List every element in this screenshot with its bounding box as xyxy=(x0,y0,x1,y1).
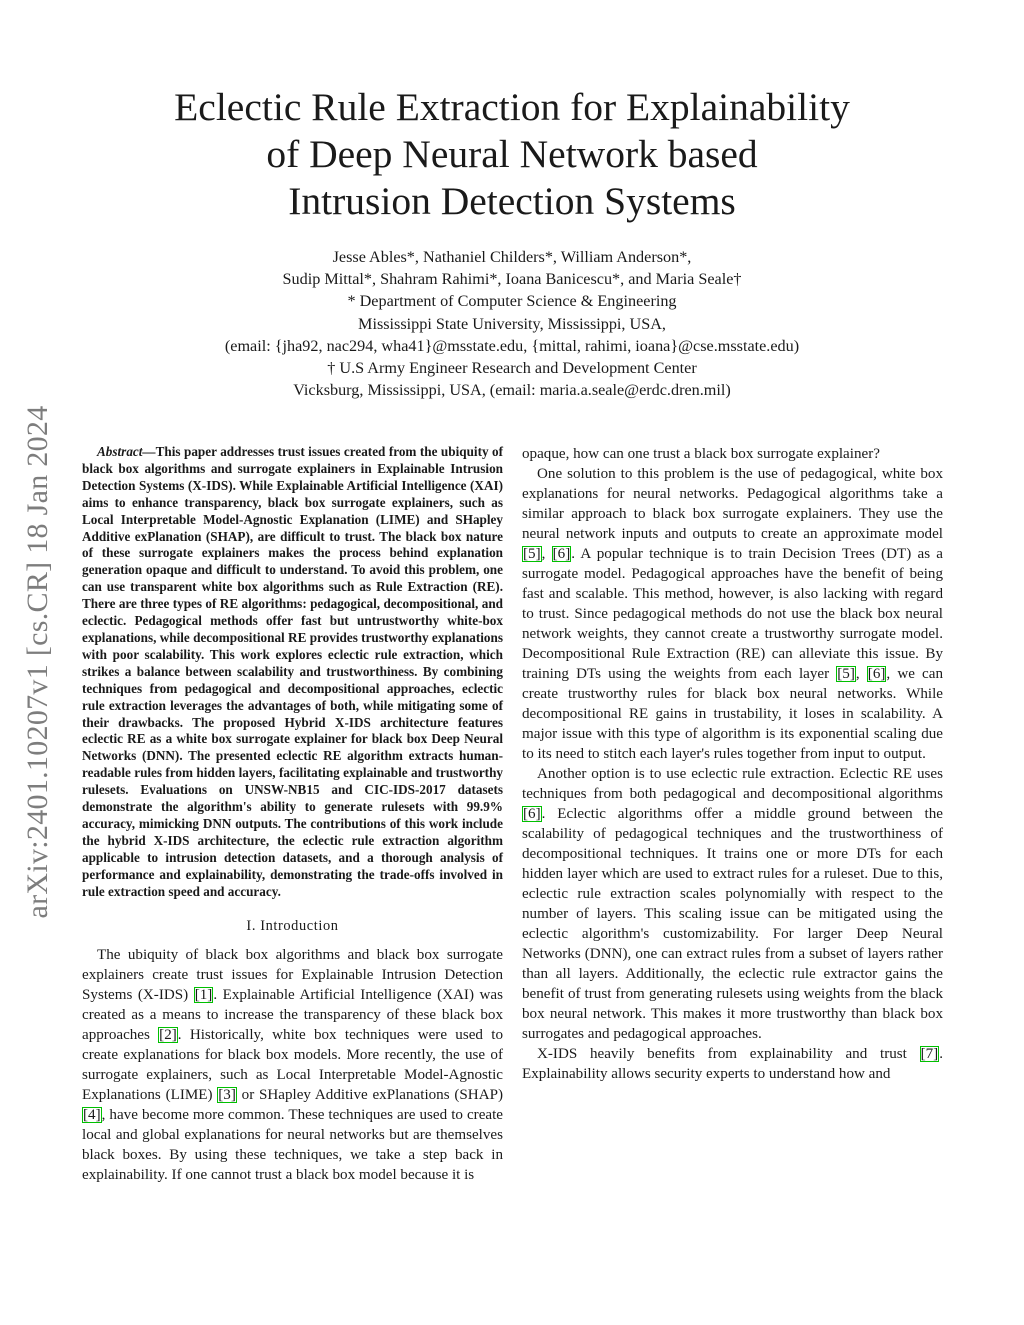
affiliation-line-1: * Department of Computer Science & Engineering xyxy=(347,292,677,311)
author-line-2: Sudip Mittal*, Shahram Rahimi*, Ioana Banicescu*, and Maria Seale† xyxy=(282,270,742,289)
intro-paragraph-1: The ubiquity of black box algorithms and black box surrogate explainers create trust issues for Explainable Intrusion Detection Systems (X-IDS) [1]. Explainable Artificial Intelligence (XAI) was created as a means to increase the transparency of these black box approaches [2]. Historically, white box techniques were used to create explanations for black box models. More recently, the use of surrogate explainers, such as Local Interpretable Model-Agnostic Explanations (LIME) [3] or SHapley Additive exPlanations (SHAP) [4], have become more common. These techniques are used to create local and global explanations for neural networks but are themselves black boxes. By using these techniques, we take a step back in explainability. If one cannot trust a black box model because it is xyxy=(82,947,504,1184)
citation-link[interactable]: [6] xyxy=(552,546,571,562)
paper-title xyxy=(130,84,894,225)
intro-paragraph-4: X-IDS heavily benefits from explainability and trust [7]. Explainability allows security experts to understand how and xyxy=(522,1046,943,1082)
right-column xyxy=(522,444,943,1084)
email-line-1: (email: {jha92, nac294, wha41}@msstate.edu, {mittal, rahimi, ioana}@cse.msstate.edu) xyxy=(224,336,800,355)
citation-link[interactable]: [4] xyxy=(83,1107,101,1124)
citation-link[interactable]: [6] xyxy=(867,666,886,682)
author-line-1: Jesse Ables*, Nathaniel Childers*, William Anderson*, xyxy=(332,248,692,266)
citation-link[interactable]: [1] xyxy=(194,987,213,1004)
abstract-label: Abstract— xyxy=(97,444,156,459)
email-line-2: Vicksburg, Mississippi, USA, (email: maria.a.seale@erdc.dren.mil) xyxy=(293,381,731,400)
intro-paragraph-1-continued: opaque, how can one trust a black box surrogate explainer? xyxy=(522,446,880,462)
citation-link[interactable]: [2] xyxy=(159,1027,177,1044)
intro-paragraph-2: One solution to this problem is the use of pedagogical, white box explanations for neural networks. Pedagogical algorithms take a similar approach to black box surrogate explainers. They use the neural network inputs and outputs to create an approximate model [5], [6]. A popular technique is to train Decision Trees (DT) as a surrogate model. Pedagogical approaches have the benefit of being fast and scalable. This method, however, is also lacking with regard to trust. Since pedagogical methods do not use the black box neural network weights, they cannot create a trustworthy surrogate model. Decompositional Rule Extraction (RE) can alleviate this issue. By training DTs using the weights from each layer [5], [6], we can create trustworthy rules for black box neural networks. While decompositional RE gains in trustability, it loses in scalability. A major issue with this type of algorithm is its exponential scaling due to its need to stitch each layer's rules together from input to output. xyxy=(522,466,944,762)
citation-link[interactable]: [7] xyxy=(920,1046,939,1062)
intro-paragraph-3: Another option is to use eclectic rule extraction. Eclectic RE uses techniques from both pedagogical and decompositional algorithms [6]. Eclectic algorithms offer a middle ground between the scalability of pedagogical techniques and the trustworthiness of decompositional techniques. It trains one or more DTs for each hidden layer which are used to extract rules for a ruleset. Due to this, eclectic rule extraction scales polynomially with respect to the number of layers. This scaling issue can be mitigated using the eclectic algorithm's customizability. For larger Deep Neural Networks (DNN), one can extract rules from a subset of layers rather than all layers. Additionally, the eclectic rule extractor gains the benefit of trust from generating rulesets using weights from the black box neural network. This makes it more trustworthy than black box surrogates and pedagogical approaches. xyxy=(522,766,943,1042)
arxiv-side-stamp: arXiv:2401.10207v1 [cs.CR] 18 Jan 2024 xyxy=(21,405,54,919)
affiliation-line-3: † U.S Army Engineer Research and Development Center xyxy=(327,359,697,378)
section-heading-introduction: I. Introduction xyxy=(246,918,339,935)
affiliation-line-2: Mississippi State University, Mississippi, USA, xyxy=(358,314,666,333)
title-line-1: Eclectic Rule Extraction for Explainability xyxy=(174,85,850,129)
citation-link[interactable]: [5] xyxy=(837,666,855,682)
author-block xyxy=(110,246,914,401)
citation-link[interactable]: [6] xyxy=(523,806,541,822)
citation-link[interactable]: [5] xyxy=(523,546,541,562)
citation-link[interactable]: [3] xyxy=(218,1087,236,1104)
title-line-2: of Deep Neural Network based xyxy=(266,132,758,176)
abstract xyxy=(82,444,503,900)
title-line-3: Intrusion Detection Systems xyxy=(288,179,736,223)
abstract-text: This paper addresses trust issues created from the ubiquity of black box algorithms and surrogate explainers in Explainable Intrusion Detection Systems (X-IDS). While Explainable Artificial Intelligence (XAI) aims to enhance transparency, black box surrogate explainers, such as Local Interpretable Model-Agnostic Explanation (LIME) and SHapley Additive exPlanation (SHAP), are difficult to trust. The black box nature of these surrogate explainers makes the process behind explanation generation opaque and difficult to understand. To avoid this problem, one can use transparent white box algorithms such as Rule Extraction (RE). There are three types of RE algorithms: pedagogical, decompositional, and eclectic. Pedagogical methods offer fast but untrustworthy white-box explanations, while decompositional RE provides trustworthy explanations with poor scalability. This work explores eclectic rule extraction, which strikes a balance between scalability and trustworthiness. By combining techniques from pedagogical and decompositional approaches, eclectic rule extraction leverages the advantages of both, while mitigating some of their drawbacks. The proposed Hybrid X-IDS architecture features eclectic RE as a white box surrogate explainer for black box Deep Neural Networks (DNN). The presented eclectic RE algorithm extracts human-readable rules from hidden layers, facilitating explainable and trustworthy rulesets. Evaluations on UNSW-NB15 and CIC-IDS-2017 datasets demonstrate the algorithm's ability to generate rulesets with 99.9% accuracy, mimicking DNN outputs. The contributions of this work include the hybrid X-IDS architecture, the eclectic rule extraction algorithm applicable to intrusion detection datasets, and a thorough analysis of performance and explainability, demonstrating the trade-offs involved in rule extraction speed and accuracy. xyxy=(82,444,503,899)
left-column xyxy=(82,444,503,1185)
